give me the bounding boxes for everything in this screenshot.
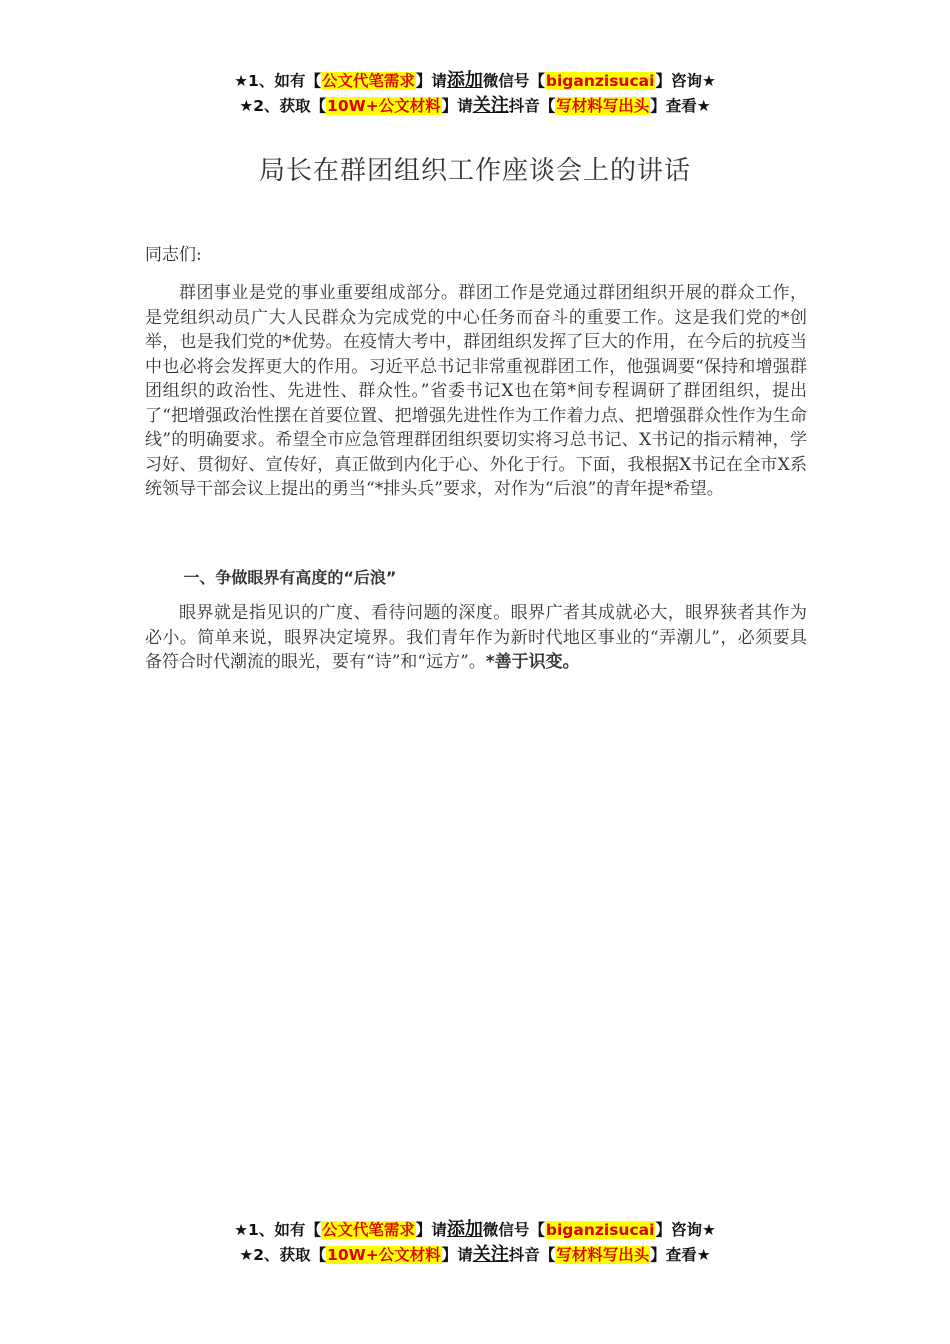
promo-highlight: 公文代笔需求 [321, 72, 415, 90]
promo-text: 】请 [441, 97, 473, 115]
promo-highlight: 公文代笔需求 [321, 1221, 415, 1239]
salutation: 同志们: [145, 245, 202, 265]
promo-text: 】查看★ [650, 97, 711, 115]
promo-emphasis: 关注 [472, 95, 509, 116]
promo-text: 微信号【 [482, 1221, 545, 1239]
promo-text: ★2、获取【 [239, 1246, 327, 1264]
promo-text: ★2、获取【 [239, 97, 327, 115]
promo-text: 】咨询★ [655, 72, 716, 90]
promo-text: 】咨询★ [655, 1221, 716, 1239]
paragraph-2-bold: *善于识变。 [485, 652, 580, 672]
paragraph-1: 群团事业是党的事业重要组成部分。群团工作是党通过群团组织开展的群众工作，是党组织动员广大人民群众为完成党的中心任务而奋斗的重要工作。这是我们党的*创举，也是我们党的*优势。在疫情大考中，群团组织发挥了巨大的作用，在今后的抗疫当中也必将会发挥更大的作用。习近平总书记非常重视群团工作，他强调要“保持和增强群团组织的政治性、先进性、群众性。”省委书记X也在第*间专程调研了群团组织，提出了“把增强政治性摆在首要位置、把增强先进性作为工作着力点、把增强群众性作为生命线”的明确要求。希望全市应急管理群团组织要切实将习总书记、X书记的指示精神，学习好、贯彻好、宣传好，真正做到内化于心、外化于行。下面，我根据X书记在全市X系统领导干部会议上提出的勇当“*排头兵”要求，对作为“后浪”的青年提*希望。 [145, 283, 807, 499]
promo-line-1 [0, 68, 950, 93]
promo-text: ★1、如有【 [234, 1221, 321, 1239]
promo-line-2 [0, 93, 950, 118]
document-title: 局长在群团组织工作座谈会上的讲话 [258, 156, 691, 186]
promo-highlight: biganzisucai [545, 72, 655, 90]
promo-text: ★1、如有【 [234, 72, 321, 90]
promo-emphasis: 关注 [472, 1244, 509, 1265]
promo-highlight: biganzisucai [545, 1221, 655, 1239]
promo-line-2 [0, 1242, 950, 1267]
promo-text: 微信号【 [482, 72, 545, 90]
promo-highlight: 写材料写出头 [556, 97, 650, 115]
promo-highlight: 10W+公文材料 [327, 1246, 441, 1264]
promo-text: 】请 [415, 1221, 447, 1239]
section-heading-1: 一、争做眼界有高度的“后浪” [183, 568, 397, 587]
promo-text: 】请 [415, 72, 447, 90]
promo-line-1 [0, 1217, 950, 1242]
bottom-promo-footer [0, 1217, 950, 1267]
promo-text: 】请 [441, 1246, 473, 1264]
promo-highlight: 写材料写出头 [556, 1246, 650, 1264]
promo-text: 】查看★ [650, 1246, 711, 1264]
promo-emphasis: 添加 [446, 1219, 483, 1240]
paragraph-2 [145, 601, 807, 675]
promo-text: 抖音【 [508, 1246, 556, 1264]
paragraph-2-text: 眼界就是指见识的广度、看待问题的深度。眼界广者其成就必大，眼界狭者其作为必小。简单来说，眼界决定境界。我们青年作为新时代地区事业的“弄潮儿”，必须要具备符合时代潮流的眼光，要有“诗”和“远方”。 [145, 603, 807, 672]
top-promo-header [0, 68, 950, 118]
promo-emphasis: 添加 [446, 70, 483, 91]
promo-highlight: 10W+公文材料 [327, 97, 441, 115]
promo-text: 抖音【 [508, 97, 556, 115]
